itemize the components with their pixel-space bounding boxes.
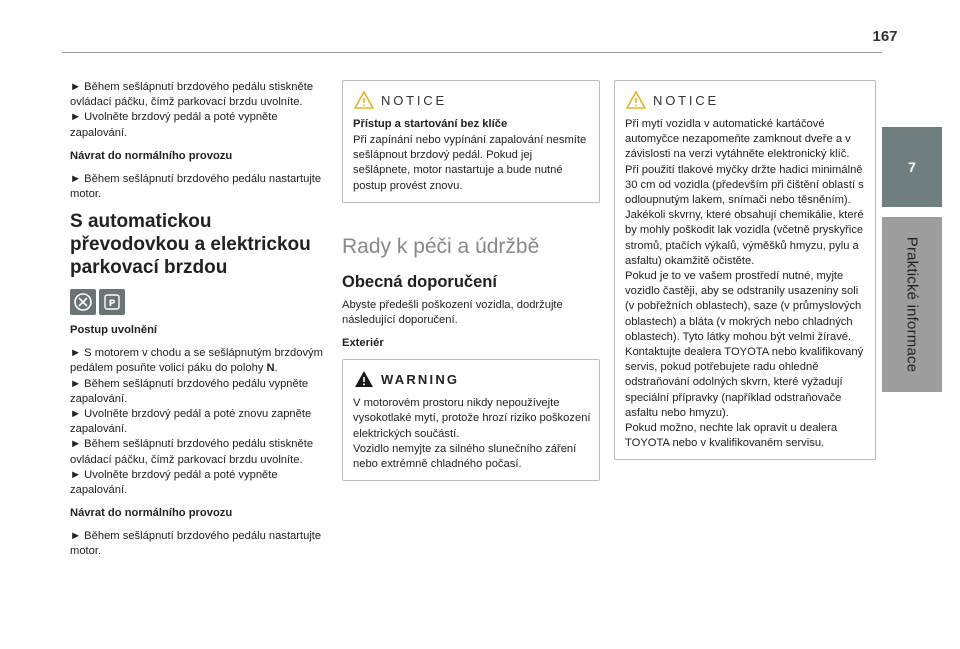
notice-title: NOTICE (381, 92, 447, 108)
release-procedure-text-b: . ► Během sešlápnutí brzdového pedálu vypněte zapalování. ► Uvolněte brzdový pedál a poté znovu zapněte zapalování. ► Během sešlápnutí brzdového pedálu stiskněte ovládací páčku, čímž parkovací brzdu uvolníte. ► Uvolněte brzdový pedál a poté vypněte zapalování. (70, 362, 314, 497)
notice-title: NOTICE (653, 92, 719, 108)
column-middle (342, 80, 600, 491)
warning-icon (353, 369, 375, 389)
column-right (614, 80, 876, 470)
normal-operation-text-1: ► Během sešlápnutí brzdového pedálu nastartujte motor. (70, 172, 322, 201)
warning-title: WARNING (381, 371, 460, 387)
notice-heading: Přístup a startování bez klíče (353, 118, 508, 130)
care-heading: Rady k péči a údržbě (342, 234, 540, 258)
parking-brake-icon (99, 289, 125, 315)
release-procedure-text (70, 346, 328, 498)
section-heading-automatic: S automatickou převodovkou a elektrickou parkovací brzdou (70, 211, 311, 279)
gearbox-icon (70, 289, 96, 315)
general-text: Abyste předešli poškození vozidla, dodržujte následující doporučení. (342, 298, 563, 327)
care-notice-body: Při mytí vozidla v automatické kartáčové automyčce nezapomeňte zamknout dveře a v závislosti na verzi vytáhněte elektronický klíč. Při použití tlakové myčky držte hadici minimálně 30 cm od vozidla (především při čištění oblastí s odloupnutým lakem, snímači nebo těsněním). Jakékoli skvrny, které obsahují chemikálie, které by mohly poškodit lak vozidla (včetně pryskyřice stromů, ptačích výkalů, výměšků hmyzu, pylu a asfaltu) okamžitě očistěte. Pokud je to ve vašem prostředí nutné, myjte vozidlo častěji, aby se odstranily usazeniny soli (v pobřežních oblastech), saze (v průmyslových oblastech) a bláta (v mokrých nebo chladných oblastech). Tyto látky mohou být velmi žíravé. Kontaktujte dealera TOYOTA nebo kvalifikovaný servis, pokud potřebujete radu ohledně odstraňování odolných skvrn, které vyžadují speciální přípravky (například odstraňovače asfaltu nebo hmyzu). Pokud možno, nechte lak opravit u dealera TOYOTA nebo v kvalifikovaném servisu. (625, 118, 864, 450)
notice-icon (625, 90, 647, 110)
warning-box-washing (342, 359, 600, 481)
normal-operation-text-2: ► Během sešlápnutí brzdového pedálu nastartujte motor. (70, 530, 322, 558)
release-procedure-text-a: ► S motorem v chodu a se sešlápnutým brzdovým pedálem posuňte volicí páku do polohy (70, 347, 323, 375)
notice-body: Při zapínání nebo vypínání zapalování nesmíte sešlápnout brzdový pedál. Pokud jej sešlápnete, motor nastartuje a bude nutné postup provést znovu. (353, 134, 587, 192)
notice-icon (353, 90, 375, 110)
warning-body: V motorovém prostoru nikdy nepoužívejte vysokotlaké mytí, protože hrozí riziko poškození elektrických součástí. Vozidlo nemyjte za silného slunečního záření nebo extrémně chladného počasí. (353, 397, 591, 471)
svg-text:P: P (108, 299, 116, 310)
chapter-title-tab (882, 217, 942, 392)
column-left (70, 80, 328, 568)
gear-n-label: N (266, 362, 275, 375)
chapter-number-tab: 7 (882, 127, 942, 207)
normal-operation-heading-2: Návrat do normálního provozu (70, 507, 233, 520)
transmission-icons (70, 289, 328, 315)
notice-box-keyless (342, 80, 600, 203)
chapter-title: Praktické informace (903, 236, 921, 373)
release-procedure-heading: Postup uvolnění (70, 324, 158, 337)
general-heading: Obecná doporučení (342, 272, 497, 291)
header-rule (62, 52, 882, 53)
release-steps-text: ► Během sešlápnutí brzdového pedálu stiskněte ovládací páčku, čímž parkovací brzdu uvolníte. ► Uvolněte brzdový pedál a poté vypněte zapalování. (70, 81, 314, 139)
normal-operation-heading-1: Návrat do normálního provozu (70, 149, 233, 162)
page-number: 167 (872, 28, 898, 45)
notice-box-care (614, 80, 876, 460)
exterior-heading: Exteriér (342, 337, 384, 350)
